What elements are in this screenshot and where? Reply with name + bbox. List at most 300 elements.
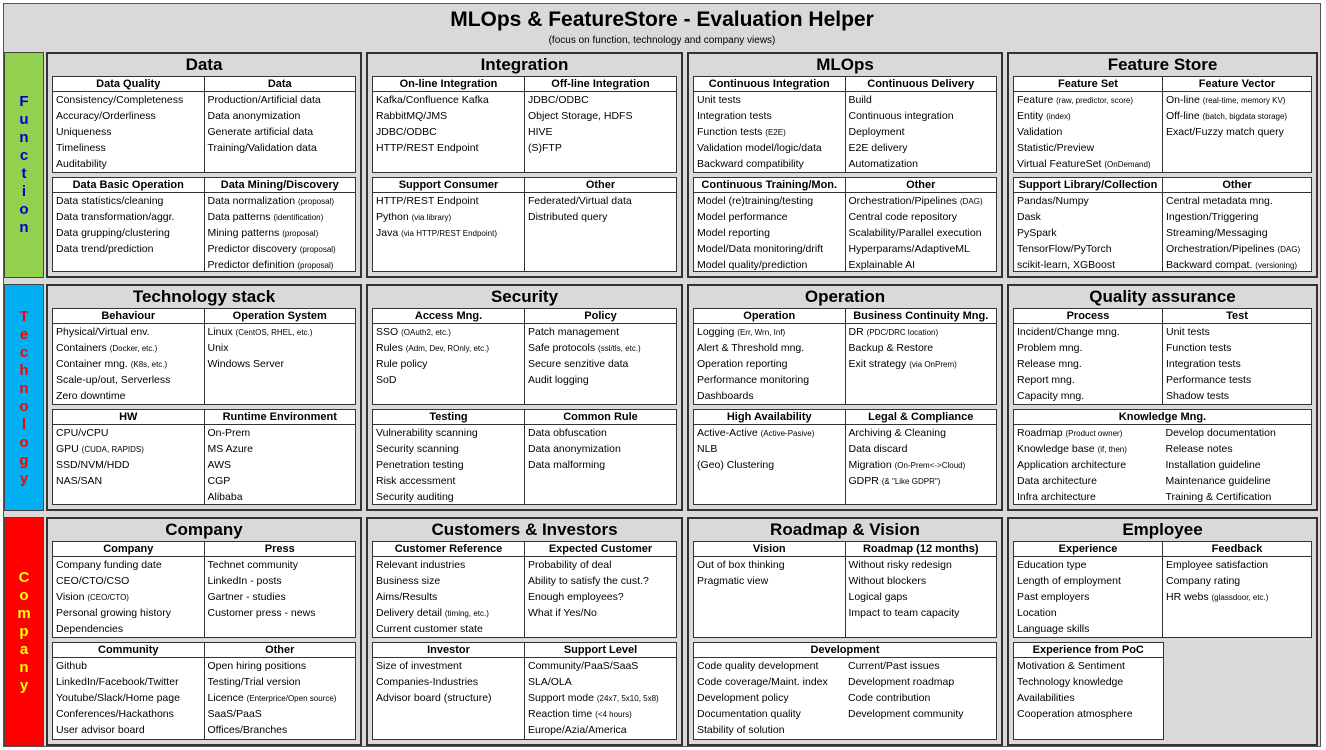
list-item — [525, 722, 676, 738]
subgrid — [693, 642, 997, 740]
section-title: MLOps — [816, 55, 874, 74]
item-text: Education type — [1017, 559, 1087, 571]
table-feature-vector — [1163, 76, 1312, 173]
item-text: Reaction time — [528, 708, 596, 720]
item-text: Dashboards — [697, 390, 754, 402]
item-text: Size of investment — [376, 660, 462, 672]
section-feature-store — [1007, 52, 1318, 278]
item-text: SSO — [376, 326, 402, 338]
item-text: MS Azure — [207, 443, 254, 455]
table-off-line-integration — [525, 76, 677, 173]
table-header: Runtime Environment — [205, 410, 356, 425]
item-text: Continuous integration — [848, 110, 954, 122]
table-column — [694, 658, 845, 738]
list-item — [373, 589, 524, 605]
item-text: Development community — [848, 708, 964, 720]
list-item — [205, 92, 356, 108]
table-header: Data Basic Operation — [53, 178, 204, 193]
item-text: Code contribution — [848, 692, 931, 704]
band-letter: e — [19, 325, 29, 343]
item-text: Security auditing — [376, 491, 454, 503]
item-text: Risk accessment — [376, 475, 456, 487]
table-continuous-delivery — [846, 76, 998, 173]
item-text: SoD — [376, 374, 397, 386]
list-item — [53, 92, 204, 108]
item-text: SaaS/PaaS — [207, 708, 262, 720]
table-expected-customer — [525, 541, 677, 638]
list-item — [525, 605, 676, 621]
item-text: Data architecture — [1017, 475, 1097, 487]
item-text: LinkedIn - posts — [207, 575, 282, 587]
item-text: Documentation quality — [697, 708, 801, 720]
list-item — [694, 722, 845, 738]
item-text: Physical/Virtual env. — [56, 326, 150, 338]
item-text: scikit-learn, XGBoost — [1017, 259, 1116, 271]
subgrid — [372, 177, 677, 272]
subgrid — [1013, 642, 1312, 740]
item-text: Integration tests — [1166, 358, 1241, 370]
subgrid — [372, 308, 677, 405]
list-item — [1163, 372, 1311, 388]
list-item — [694, 372, 845, 388]
item-text: Automatization — [848, 158, 918, 170]
list-item — [205, 589, 356, 605]
list-item — [1014, 690, 1163, 706]
band-letter: y — [19, 676, 29, 694]
item-text: Offices/Branches — [207, 724, 288, 736]
item-text: Production/Artificial data — [207, 94, 321, 106]
subgrid — [372, 541, 677, 638]
list-item — [205, 209, 356, 225]
list-item — [694, 441, 845, 457]
item-note: (via OnPrem) — [909, 360, 957, 369]
item-text: Availabilities — [1017, 692, 1075, 704]
table-vision — [693, 541, 846, 638]
list-item — [53, 425, 204, 441]
item-text: Company funding date — [56, 559, 162, 571]
list-item — [525, 674, 676, 690]
table-header: Process — [1014, 309, 1162, 324]
item-text: Scalability/Parallel execution — [848, 227, 982, 239]
list-item — [373, 621, 524, 637]
section-title: Integration — [480, 55, 569, 74]
item-text: HR webs — [1166, 591, 1212, 603]
list-item — [694, 156, 845, 172]
list-item — [373, 209, 524, 225]
list-item — [1014, 241, 1162, 257]
list-item — [1014, 388, 1162, 404]
section-title: Feature Store — [1107, 55, 1218, 74]
item-text: Function tests — [697, 126, 766, 138]
section-company — [46, 517, 362, 746]
list-item — [694, 241, 845, 257]
table-header: Other — [846, 178, 997, 193]
list-item — [53, 140, 204, 156]
list-item — [53, 193, 204, 209]
table-other — [1163, 177, 1312, 272]
header — [4, 4, 1320, 50]
list-item — [1014, 425, 1163, 441]
item-text: Data grupping/clustering — [56, 227, 170, 239]
subgrid — [52, 541, 356, 638]
subgrid — [1013, 308, 1312, 405]
list-item — [525, 356, 676, 372]
subgrid — [1013, 409, 1312, 505]
section-data — [46, 52, 362, 278]
list-item — [53, 557, 204, 573]
table-high-availability — [693, 409, 846, 505]
item-note: (via HTTP/REST Endpoint) — [401, 229, 497, 238]
list-item — [694, 140, 845, 156]
list-item — [846, 425, 997, 441]
list-item — [846, 209, 997, 225]
list-item — [694, 124, 845, 140]
list-item — [694, 324, 845, 340]
item-text: Linux — [207, 326, 236, 338]
section-integration — [366, 52, 683, 278]
item-text: Backward compatibility — [697, 158, 804, 170]
list-item — [846, 241, 997, 257]
list-item — [846, 457, 997, 473]
table-support-library-collection — [1013, 177, 1163, 272]
table-community — [52, 642, 205, 740]
list-item — [525, 690, 676, 706]
item-text: Object Storage, HDFS — [528, 110, 633, 122]
item-text: Alibaba — [207, 491, 243, 503]
item-text: Capacity mng. — [1017, 390, 1085, 402]
list-item — [1163, 324, 1311, 340]
list-item — [845, 706, 996, 722]
item-text: Data discard — [848, 443, 908, 455]
table-header: Expected Customer — [525, 542, 676, 557]
item-text: Backup & Restore — [848, 342, 934, 354]
list-item — [205, 441, 356, 457]
section-technology-stack — [46, 284, 362, 511]
list-item — [846, 340, 997, 356]
table-policy — [525, 308, 677, 405]
item-text: Release notes — [1165, 443, 1233, 455]
table-header: Investor — [373, 643, 524, 658]
band-letter: T — [19, 307, 29, 325]
section-title: Quality assurance — [1089, 287, 1236, 306]
list-item — [1014, 156, 1162, 172]
item-text: Hyperparams/AdaptiveML — [848, 243, 970, 255]
list-item — [205, 108, 356, 124]
section-roadmap-vision — [687, 517, 1003, 746]
table-investor — [372, 642, 525, 740]
item-text: Personal growing history — [56, 607, 171, 619]
item-text: GPU — [56, 443, 82, 455]
subgrid — [1013, 177, 1312, 272]
item-text: What if Yes/No — [528, 607, 597, 619]
table-header: Community — [53, 643, 204, 658]
list-item — [373, 690, 524, 706]
list-item — [373, 473, 524, 489]
item-text: RabbitMQ/JMS — [376, 110, 448, 122]
item-text: Performance tests — [1166, 374, 1252, 386]
list-item — [53, 674, 204, 690]
table-header: Support Library/Collection — [1014, 178, 1162, 193]
subgrid — [372, 642, 677, 740]
item-text: Rule policy — [376, 358, 428, 370]
table-header: Other — [525, 178, 676, 193]
table-header: Continuous Integration — [694, 77, 845, 92]
table-press — [205, 541, 357, 638]
list-item — [694, 225, 845, 241]
table-header: Common Rule — [525, 410, 676, 425]
list-item — [373, 441, 524, 457]
list-item — [1163, 425, 1312, 441]
list-item — [1163, 441, 1312, 457]
item-text: Exact/Fuzzy match query — [1166, 126, 1284, 138]
section-title: Customers & Investors — [431, 520, 618, 539]
item-text: Predictor definition — [207, 259, 298, 271]
item-text: Location — [1017, 607, 1057, 619]
list-item — [846, 573, 997, 589]
item-text: Distributed query — [528, 211, 608, 223]
table-legal-compliance — [846, 409, 998, 505]
item-note: (ssl/tls, etc.) — [598, 344, 641, 353]
item-note: (batch, bigdata storage) — [1202, 112, 1288, 121]
table-data-basic-operation — [52, 177, 205, 272]
item-text: Data obfuscation — [528, 427, 607, 439]
item-note: (if, then) — [1097, 445, 1127, 454]
list-item — [846, 356, 997, 372]
list-item — [373, 372, 524, 388]
subgrid — [52, 308, 356, 405]
list-item — [53, 621, 204, 637]
item-note: (CUDA, RAPIDS) — [81, 445, 144, 454]
item-note: (& "Like GDPR") — [881, 477, 941, 486]
list-item — [694, 690, 845, 706]
item-text: Conferences/Hackathons — [56, 708, 174, 720]
list-item — [1163, 257, 1311, 272]
list-item — [53, 690, 204, 706]
table-data-mining-discovery — [205, 177, 357, 272]
list-item — [1014, 324, 1162, 340]
item-text: Python — [376, 211, 412, 223]
item-note: (DAG) — [959, 197, 983, 206]
list-item — [1163, 92, 1311, 108]
list-item — [1014, 209, 1162, 225]
list-item — [694, 674, 845, 690]
subgrid — [52, 177, 356, 272]
section-title: Employee — [1122, 520, 1203, 539]
list-item — [205, 690, 356, 706]
item-text: Backward compat. — [1166, 259, 1256, 271]
item-text: NAS/SAN — [56, 475, 103, 487]
band-letter: i — [21, 183, 27, 200]
table-other — [525, 177, 677, 272]
item-text: Central metadata mng. — [1166, 195, 1273, 207]
table-runtime-environment — [205, 409, 357, 505]
table-header: Policy — [525, 309, 676, 324]
list-item — [525, 658, 676, 674]
item-text: Problem mng. — [1017, 342, 1083, 354]
list-item — [53, 324, 204, 340]
list-item — [846, 108, 997, 124]
band-letter: n — [19, 219, 29, 236]
list-item — [373, 340, 524, 356]
item-text: Logging — [697, 326, 738, 338]
item-text: Delivery detail — [376, 607, 445, 619]
item-text: Company rating — [1166, 575, 1241, 587]
list-item — [525, 140, 676, 156]
item-text: Function tests — [1166, 342, 1232, 354]
item-text: Feature — [1017, 94, 1057, 106]
band-letter: n — [19, 379, 29, 397]
item-text: Without blockers — [848, 575, 927, 587]
list-item — [1014, 225, 1162, 241]
list-item — [525, 573, 676, 589]
subgrid — [52, 409, 356, 505]
list-item — [373, 140, 524, 156]
band-letter: C — [18, 568, 30, 586]
item-note: (On-Prem<->Cloud) — [894, 461, 966, 470]
list-item — [373, 356, 524, 372]
band-letter: o — [19, 397, 29, 415]
item-text: Training/Validation data — [207, 142, 317, 154]
list-item — [525, 324, 676, 340]
item-text: Language skills — [1017, 623, 1090, 635]
item-text: Relevant industries — [376, 559, 466, 571]
item-text: JDBC/ODBC — [376, 126, 437, 138]
table-header: Data Quality — [53, 77, 204, 92]
item-note: (PDC/DRC location) — [866, 328, 939, 337]
list-item — [1163, 388, 1311, 404]
item-note: (K8s, etc.) — [130, 360, 168, 369]
list-item — [53, 356, 204, 372]
band-letter: l — [21, 415, 27, 433]
item-text: HTTP/REST Endpoint — [376, 195, 479, 207]
item-text: Penetration testing — [376, 459, 464, 471]
list-item — [205, 124, 356, 140]
list-item — [1014, 356, 1162, 372]
list-item — [373, 489, 524, 505]
item-text: LinkedIn/Facebook/Twitter — [56, 676, 179, 688]
band-letter: c — [19, 147, 29, 164]
item-text: Performance monitoring — [697, 374, 810, 386]
band-letter: n — [19, 129, 29, 146]
table-feedback — [1163, 541, 1312, 638]
table-header: High Availability — [694, 410, 845, 425]
item-note: (raw, predictor, score) — [1056, 96, 1134, 105]
band-letter: h — [19, 361, 29, 379]
table-customer-reference — [372, 541, 525, 638]
band-letter: o — [19, 201, 29, 218]
table-column — [1014, 425, 1163, 505]
item-text: Development roadmap — [848, 676, 955, 688]
item-text: Data trend/prediction — [56, 243, 154, 255]
list-item — [373, 605, 524, 621]
item-text: Migration — [848, 459, 895, 471]
item-text: Motivation & Sentiment — [1017, 660, 1125, 672]
item-text: Out of box thinking — [697, 559, 785, 571]
section-customers-investors — [366, 517, 683, 746]
item-text: CGP — [207, 475, 231, 487]
item-text: Past employers — [1017, 591, 1090, 603]
list-item — [53, 706, 204, 722]
table-knowledge-mng — [1013, 409, 1312, 505]
list-item — [373, 225, 524, 241]
item-text: TensorFlow/PyTorch — [1017, 243, 1112, 255]
item-text: Ingestion/Triggering — [1166, 211, 1259, 223]
list-item — [525, 557, 676, 573]
list-item — [694, 356, 845, 372]
list-item — [1163, 340, 1311, 356]
list-item — [694, 108, 845, 124]
list-item — [205, 489, 356, 505]
item-text: Validation model/logic/data — [697, 142, 822, 154]
list-item — [1014, 489, 1163, 505]
table-process — [1013, 308, 1163, 405]
list-item — [846, 605, 997, 621]
item-text: Pragmatic view — [697, 575, 769, 587]
item-text: SSD/NVM/HDD — [56, 459, 130, 471]
list-item — [373, 324, 524, 340]
item-text: Report mng. — [1017, 374, 1075, 386]
band-letter: m — [17, 604, 31, 622]
item-text: (S)FTP — [528, 142, 562, 154]
list-item — [1163, 457, 1312, 473]
item-text: Operation reporting — [697, 358, 788, 370]
item-text: Release mng. — [1017, 358, 1082, 370]
item-text: Unit tests — [697, 94, 741, 106]
item-text: Explainable AI — [848, 259, 916, 271]
item-text: Unix — [207, 342, 229, 354]
band-company — [4, 517, 44, 746]
item-text: Current/Past issues — [848, 660, 940, 672]
item-text: Testing/Trial version — [207, 676, 301, 688]
list-item — [846, 193, 997, 209]
list-item — [525, 457, 676, 473]
item-text: Ability to satisfy the cust.? — [528, 575, 649, 587]
list-item — [1014, 621, 1162, 637]
list-item — [1163, 589, 1311, 605]
table-data — [205, 76, 357, 173]
table-column — [845, 658, 996, 738]
table-other — [205, 642, 357, 740]
page-title: MLOps & FeatureStore - Evaluation Helper — [450, 8, 874, 31]
list-item — [525, 92, 676, 108]
table-feature-set — [1013, 76, 1163, 173]
table-column — [1163, 425, 1312, 505]
list-item — [373, 557, 524, 573]
list-item — [525, 193, 676, 209]
item-text: SLA/OLA — [528, 676, 572, 688]
item-text: Europe/Azia/America — [528, 724, 627, 736]
item-note: (proposal) — [299, 245, 336, 254]
table-header: Behaviour — [53, 309, 204, 324]
list-item — [1014, 441, 1163, 457]
item-text: Build — [848, 94, 872, 106]
item-text: (Geo) Clustering — [697, 459, 775, 471]
item-note: (Active-Pasive) — [760, 429, 815, 438]
list-item — [1163, 124, 1311, 140]
list-item — [694, 706, 845, 722]
table-support-consumer — [372, 177, 525, 272]
item-text: Safe protocols — [528, 342, 599, 354]
subgrid — [693, 541, 997, 638]
list-item — [525, 209, 676, 225]
section-title: Operation — [804, 287, 886, 306]
section-quality-assurance — [1007, 284, 1318, 511]
list-item — [1014, 457, 1163, 473]
item-note: (Err, Wrn, Inf) — [737, 328, 786, 337]
item-text: GDPR — [848, 475, 882, 487]
item-text: Model performance — [697, 211, 788, 223]
subgrid — [52, 642, 356, 740]
